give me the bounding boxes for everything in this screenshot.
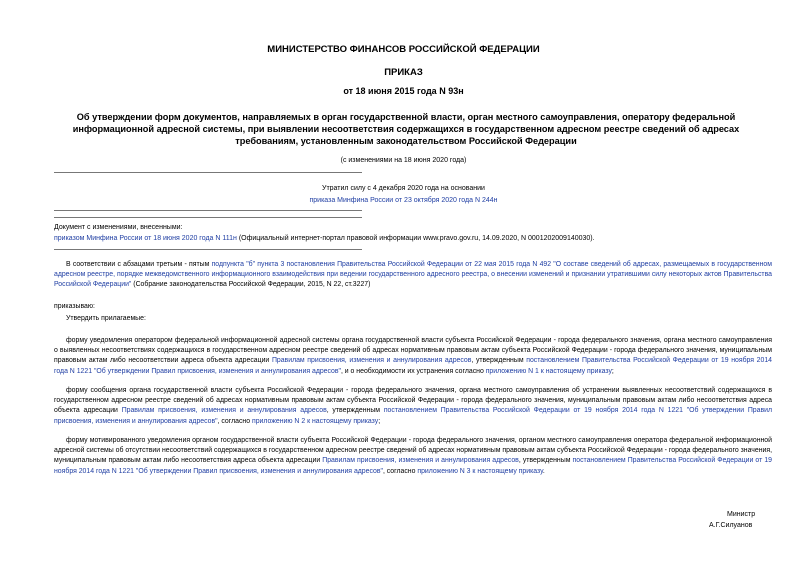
amendment-note: (с изменениями на 18 июня 2020 года) (340, 157, 467, 164)
rules-link[interactable]: Правилам присвоения, изменения и аннулирования адресов (271, 357, 472, 365)
changes-source: (Официальный интернет-портал правовой информации www.pravo.gov.ru, 14.09.2020, N 0001202009140030). (236, 235, 595, 242)
item-text: форму сообщения органа государственной власти субъекта Российской Федерации - города федерального значения, органа местного самоуправления об устранении выявленных несоответствий содержащихся в государственном адресном реестре сведений об адресах нормативным правовым актам субъекта Российской Федерации - города федерального значения, муниципальным правовым актам либо несоответствия адреса объекта адресации (54, 387, 772, 415)
item-text: , и о необходимости их устранения согласно (340, 367, 486, 375)
form-item-1 (54, 336, 772, 377)
item-text: , согласно (217, 417, 252, 425)
divider-line (54, 172, 362, 173)
item-text: , согласно (382, 467, 418, 475)
approve-text: Утвердить прилагаемые: (66, 315, 146, 322)
preamble-source: (Собрание законодательства Российской Федерации, 2015, N 22, ст.3227) (131, 281, 371, 289)
signatory-name: А.Г.Силуанов (709, 522, 753, 529)
divider-line (54, 210, 362, 211)
appendix-3-link[interactable]: приложению N 3 к настоящему приказу (417, 467, 543, 475)
order-word: приказываю: (54, 303, 95, 310)
item-text: . (542, 467, 545, 475)
decree-1221-link[interactable]: постановлением Правительства Российской Федерации от 19 ноября 2014 года N 1221 "Об утверждении Правил присвоения, изменения и аннулирования адресов" (54, 457, 772, 475)
lost-force-line (0, 197, 807, 204)
changes-link[interactable]: приказом Минфина России от 18 июня 2020 года N 111н (54, 235, 237, 242)
changes-label: Документ с изменениями, внесенными: (54, 224, 183, 231)
signatory-position: Министр (727, 511, 756, 518)
preamble-decree-link[interactable]: подпункта "б" пункта 3 постановления Правительства Российской Федерации от 22 мая 2015 года N 492 "О составе сведений об адресах, размещаемых в государственном адресном реестре, порядке межведомственного информационного взаимодействия при ведении государственного адресного реестра, о внесении изменений и признании утратившими силу некоторых актов Правительства Российской Федерации" (54, 261, 772, 289)
lost-force-text: Утратил силу с 4 декабря 2020 года на основании (322, 185, 485, 192)
appendix-1-link[interactable]: приложению N 1 к настоящему приказу (485, 367, 612, 375)
item-text: , утвержденным (326, 407, 384, 415)
ministry-heading: МИНИСТЕРСТВО ФИНАНСОВ РОССИЙСКОЙ ФЕДЕРАЦИИ (267, 44, 540, 55)
item-text: ; (611, 367, 614, 375)
decree-1221-link[interactable]: постановлением Правительства Российской Федерации от 19 ноября 2014 года N 1221 "Об утверждении Правил присвоения, изменения и аннулирования адресов" (54, 407, 772, 425)
form-item-3 (54, 436, 772, 477)
document-title: Об утверждении форм документов, направляемых в орган государственной власти, орган местного самоуправления, оператору федеральной информационной адресной системы, при выявлении несоответствия содержащихся в государственном адресном реестре сведений об адресах требованиям, установленным законодательством Российской Федерации (72, 112, 740, 146)
rules-link[interactable]: Правилам присвоения, изменения и аннулирования адресов (322, 457, 519, 465)
lost-force-link[interactable]: приказа Минфина России от 23 октября 2020 года N 244н (309, 197, 498, 204)
rules-link[interactable]: Правилам присвоения, изменения и аннулирования адресов (121, 407, 327, 415)
order-date-number: от 18 июня 2015 года N 93н (343, 86, 464, 96)
form-item-2 (54, 386, 772, 427)
order-heading: ПРИКАЗ (384, 67, 423, 78)
item-text: форму уведомления оператором федеральной информационной адресной системы органа государственной власти субъекта Российской Федерации - города федерального значения, органа местного самоуправления о выявленных несоответствиях содержащихся в государственном адресном реестре сведений об адресах нормативным правовым актам субъекта Российской Федерации - города федерального значения, муниципальным правовым актам либо несоответствии адреса объекта адресации (54, 337, 772, 365)
item-text: форму мотивированного уведомления органом государственной власти субъекта Российской Федерации - города федерального значения, органом местного самоуправления оператора федеральной информационной адресной системы об отсутствии несоответствий содержащихся в государственном адресном реестре сведений об адресах нормативным правовым актам субъекта Российской Федерации - города федерального значения, муниципальным правовым актам либо несоответствия адреса объекта адресации (54, 437, 772, 465)
divider-line (54, 249, 362, 250)
item-text: ; (378, 417, 381, 425)
decree-1221-link[interactable]: постановлением Правительства Российской Федерации от 19 ноября 2014 года N 1221 "Об утверждении Правил присвоения, изменения и аннулирования адресов" (54, 357, 772, 375)
divider-line (54, 217, 362, 218)
changes-line (54, 235, 595, 242)
preamble-text: В соответствии с абзацами третьим - пятым (66, 261, 212, 268)
item-text: , утвержденным (518, 457, 573, 465)
item-text: , утвержденным (471, 357, 527, 365)
appendix-2-link[interactable]: приложению N 2 к настоящему приказу (251, 417, 379, 425)
preamble-paragraph (54, 260, 772, 291)
